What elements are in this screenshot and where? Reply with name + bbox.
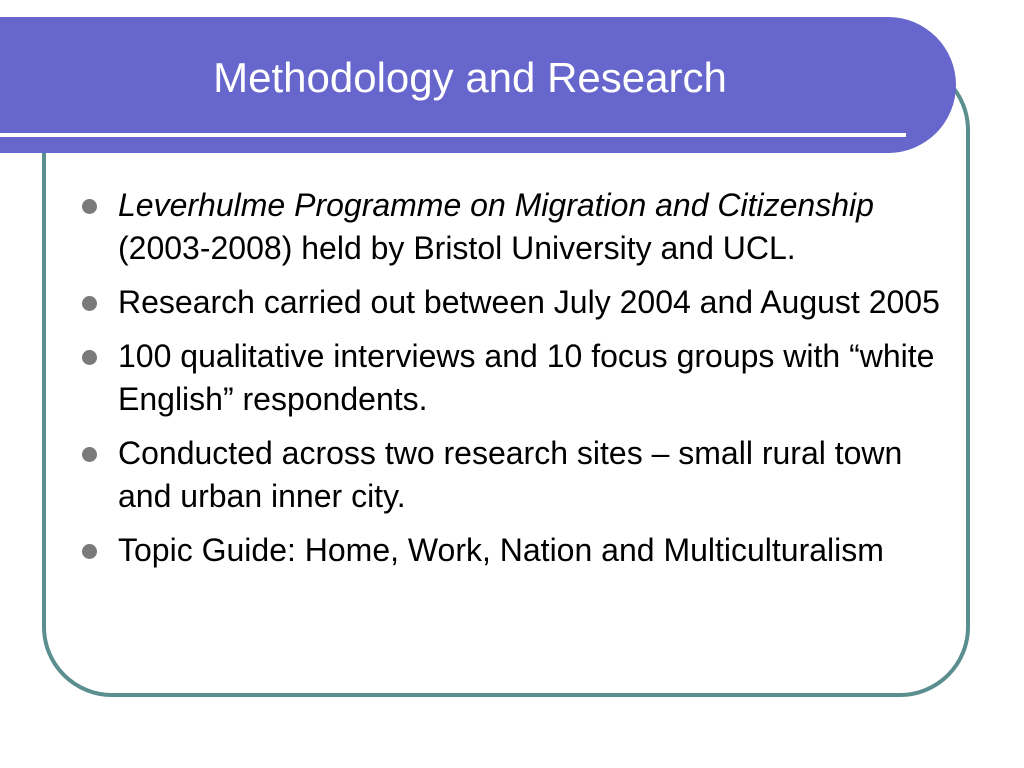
bullet-item (78, 281, 958, 324)
bullet-text: (2003-2008) held by Bristol University and UCL. (118, 230, 796, 266)
bullet-dot-icon (82, 199, 97, 214)
bullet-dot-icon (82, 544, 97, 559)
bullet-text: Conducted across two research sites – small rural town and urban inner city. (118, 435, 903, 514)
bullet-italic-text: Leverhulme Programme on Migration and Citizenship (118, 187, 874, 223)
bullet-item (78, 335, 958, 421)
bullet-item (78, 184, 958, 270)
bullet-item (78, 529, 958, 572)
bullet-list (78, 184, 958, 583)
bullet-item (78, 432, 958, 518)
bullet-text: Research carried out between July 2004 and August 2005 (118, 284, 940, 320)
bullet-text: 100 qualitative interviews and 10 focus groups with “white English” respondents. (118, 338, 935, 417)
bullet-dot-icon (82, 350, 97, 365)
bullet-text: Topic Guide: Home, Work, Nation and Multiculturalism (118, 532, 884, 568)
bullet-dot-icon (82, 296, 97, 311)
bullet-dot-icon (82, 447, 97, 462)
title-underline (0, 133, 906, 137)
slide-title: Methodology and Research (213, 54, 727, 101)
